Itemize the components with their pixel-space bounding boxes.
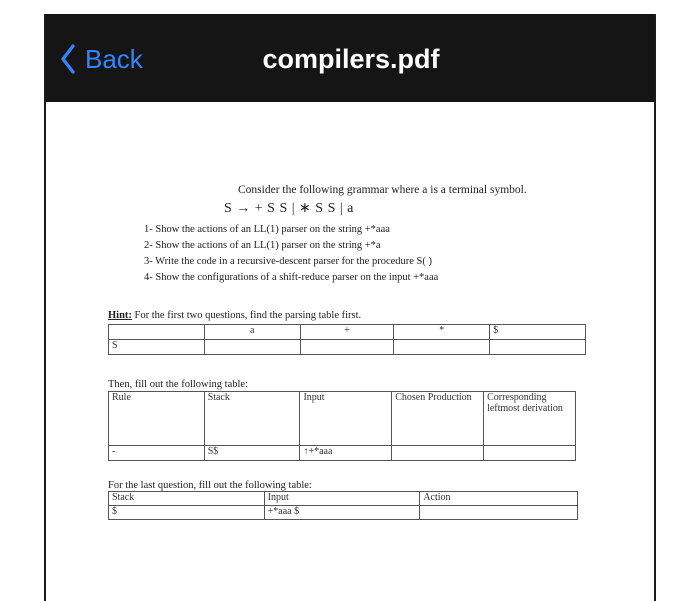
pdf-page[interactable] [46,102,654,601]
table-cell: S [109,340,205,355]
navigation-bar [46,14,654,102]
question-item: 2- Show the actions of an LL(1) parser on the string +*a [144,240,381,251]
table-cell: a [204,325,300,340]
table-header-cell: Stack [109,492,265,506]
table-cell: +*aaa $ [264,506,420,520]
table-row [109,446,576,461]
table-row [109,492,578,506]
table-cell: - [109,446,205,461]
document-title: compilers.pdf [262,44,440,74]
table-row [109,325,586,340]
question-item: 3- Write the code in a recursive-descent parser for the procedure S( ) [144,256,433,267]
table-cell [394,340,490,355]
table-cell [300,340,394,355]
table-cell: S$ [204,446,300,461]
table-cell: $ [490,325,586,340]
table-header-cell: Stack [204,392,300,446]
table-cell: ↑+*aaa [300,446,392,461]
table-cell [204,340,300,355]
ll-parser-table [108,391,576,461]
then-text: Then, fill out the following table: [108,379,248,390]
table-header-cell: Input [300,392,392,446]
question-item: 4- Show the configurations of a shift-reduce parser on the input +*aaa [144,272,439,283]
grammar-rule: S → + S S | ∗ S S | a [224,201,354,216]
table-header-cell: Rule [109,392,205,446]
table-cell [420,506,578,520]
table-row [109,506,578,520]
table-cell [109,325,205,340]
table-cell: $ [109,506,265,520]
shift-reduce-table [108,491,578,520]
hint-text: For the first two questions, find the parsing table first. [131,310,362,321]
question-item: 1- Show the actions of an LL(1) parser on the string +*aaa [144,224,390,235]
table-header-cell: Corresponding leftmost derivation [484,392,576,446]
table-cell: * [394,325,490,340]
table-row [109,340,586,355]
intro-text: Consider the following grammar where a is a terminal symbol. [238,184,527,196]
back-label: Back [85,44,143,74]
hint-line [108,310,361,321]
hint-label: Hint: [108,310,132,321]
table-header-cell: Action [420,492,578,506]
table-cell [484,446,576,461]
table-cell: + [300,325,394,340]
last-question-text: For the last question, fill out the following table: [108,480,312,491]
table-row [109,392,576,446]
pdf-viewer-frame [44,14,656,601]
parsing-table [108,324,586,355]
table-cell [392,446,484,461]
table-header-cell: Input [264,492,420,506]
table-header-cell: Chosen Production [392,392,484,446]
table-cell [490,340,586,355]
